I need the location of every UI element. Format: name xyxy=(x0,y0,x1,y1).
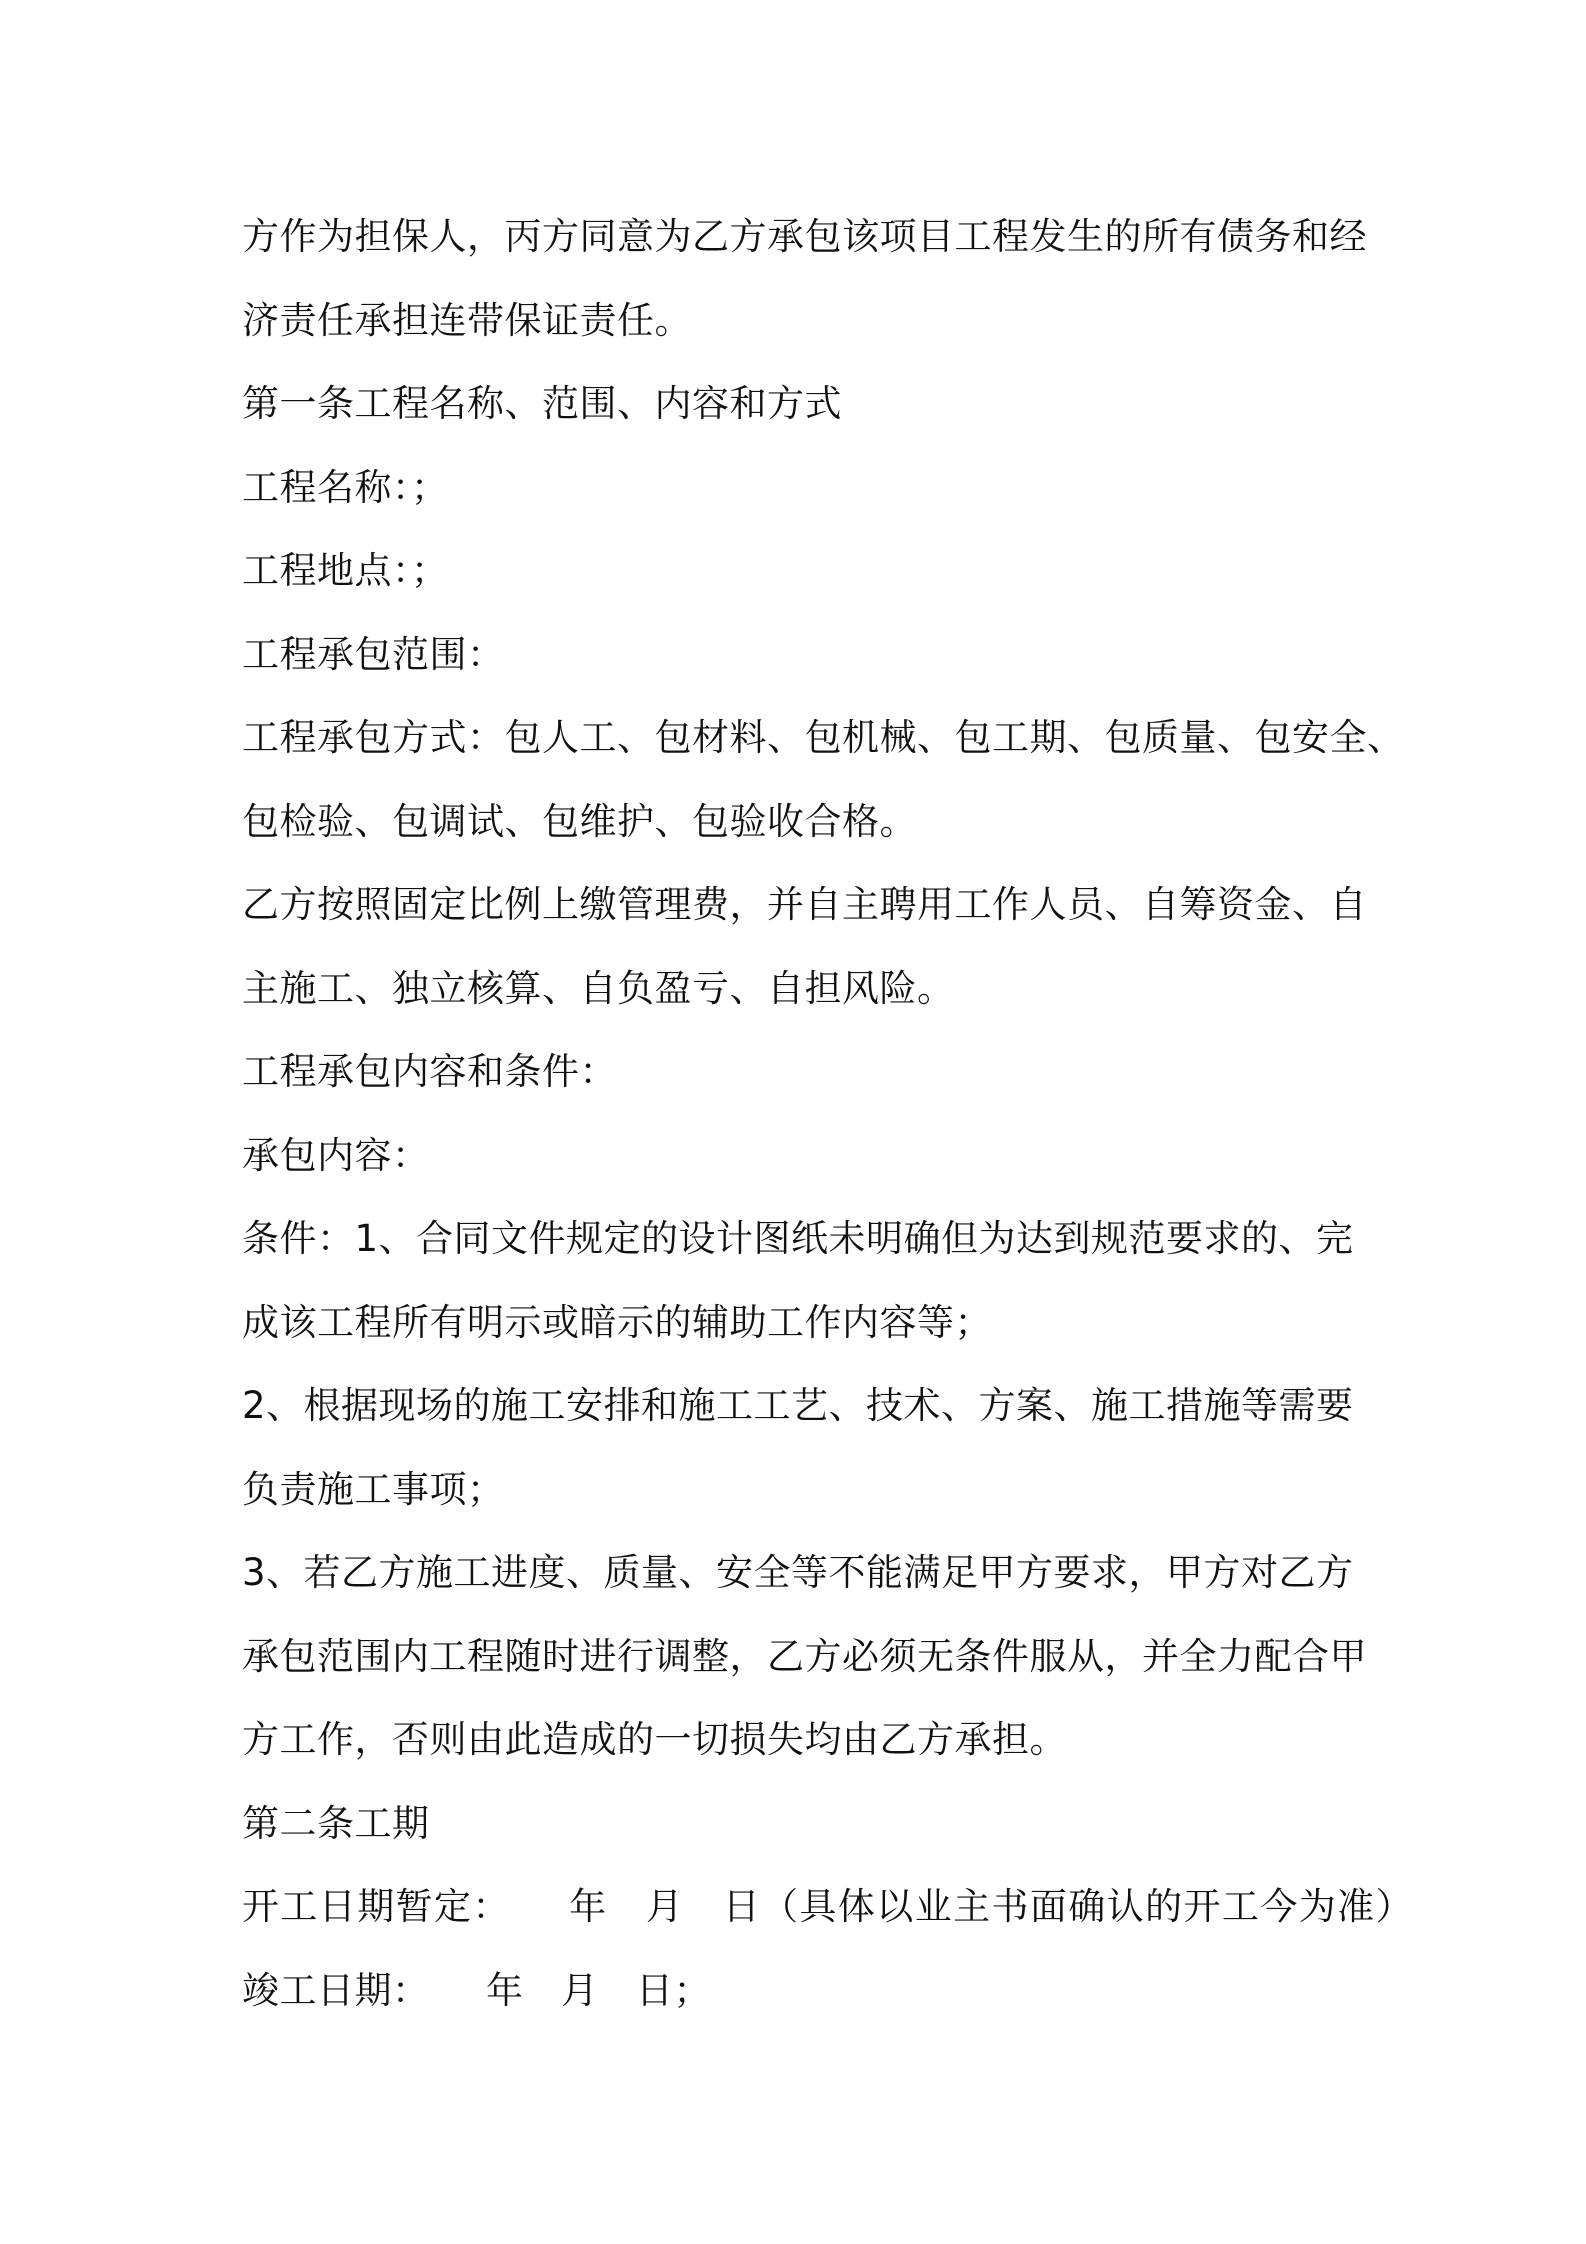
document-body xyxy=(242,195,1414,2032)
condition-3-line-cont-2: 方工作，否则由此造成的一切损失均由乙方承担。 xyxy=(242,1718,1067,1761)
text-line-2: 济责任承担连带保证责任。 xyxy=(242,298,692,342)
article-1-heading: 第一条工程名称、范围、内容和方式 xyxy=(242,382,842,425)
condition-1-line-cont: 成该工程所有明示或暗示的辅助工作内容等； xyxy=(242,1300,992,1344)
project-location-line: 工程地点：； xyxy=(242,549,449,592)
contract-method-line-cont: 包检验、包调试、包维护、包验收合格。 xyxy=(242,799,917,843)
project-name-line: 工程名称：； xyxy=(242,465,449,509)
condition-2-line-cont: 负责施工事项； xyxy=(242,1467,505,1511)
management-fee-line: 乙方按照固定比例上缴管理费，并自主聘用工作人员、自筹资金、自 xyxy=(242,883,1367,926)
condition-3-line-cont-1: 承包范围内工程随时进行调整，乙方必须无条件服从，并全力配合甲 xyxy=(242,1634,1367,1678)
article-2-heading: 第二条工期 xyxy=(242,1801,430,1845)
condition-3-line: 3、若乙方施工进度、质量、安全等不能满足甲方要求，甲方对乙方 xyxy=(242,1551,1354,1594)
contract-scope-line: 工程承包范围： xyxy=(242,632,505,676)
start-date-line: 开工日期暂定： 年 月 日（具体以业主书面确认的开工今为准） xyxy=(242,1885,1414,1928)
condition-1-line: 条件：1、合同文件规定的设计图纸未明确但为达到规范要求的、完 xyxy=(242,1217,1354,1260)
condition-2-line: 2、根据现场的施工安排和施工工艺、技术、方案、施工措施等需要 xyxy=(242,1384,1354,1427)
management-fee-line-cont: 主施工、独立核算、自负盈亏、自担风险。 xyxy=(242,966,955,1010)
completion-date-line: 竣工日期： 年 月 日； xyxy=(242,1968,711,2012)
text-line-1: 方作为担保人，丙方同意为乙方承包该项目工程发生的所有债务和经 xyxy=(242,215,1367,258)
contract-content-line: 承包内容： xyxy=(242,1133,430,1177)
content-conditions-heading: 工程承包内容和条件： xyxy=(242,1050,617,1093)
contract-method-line: 工程承包方式：包人工、包材料、包机械、包工期、包质量、包安全、 xyxy=(242,716,1405,759)
